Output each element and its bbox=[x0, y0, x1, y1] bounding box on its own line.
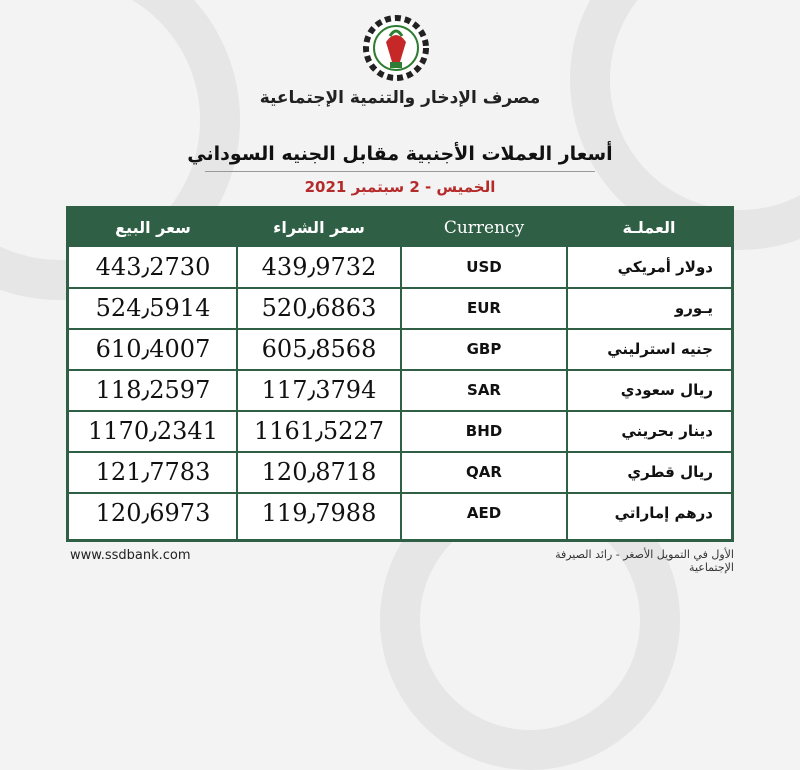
bank-name: مصرف الإدخار والتنمية الإجتماعية bbox=[259, 88, 541, 108]
row-divider bbox=[69, 451, 731, 453]
row-divider bbox=[69, 410, 731, 412]
currency-name: ريال سعودي bbox=[620, 381, 713, 399]
column-divider bbox=[566, 247, 568, 539]
website-link[interactable]: www.ssdbank.com bbox=[70, 548, 191, 563]
currency-code: SAR bbox=[467, 381, 501, 399]
bank-logo-icon bbox=[360, 12, 432, 86]
sell-price: 120٫6973 bbox=[95, 499, 211, 527]
buy-price: 117٫3794 bbox=[261, 376, 377, 404]
sell-price: 1170٫2341 bbox=[88, 417, 218, 445]
header-buy-price: سعر الشراء bbox=[273, 218, 365, 237]
currency-code: GBP bbox=[466, 340, 502, 358]
sell-price: 610٫4007 bbox=[95, 335, 211, 363]
currency-name: جنيه استرليني bbox=[607, 340, 713, 358]
row-divider bbox=[69, 492, 731, 494]
header-currency-code: Currency bbox=[443, 218, 525, 238]
currency-code: USD bbox=[466, 258, 502, 276]
row-divider bbox=[69, 328, 731, 330]
header-sell-price: سعر البيع bbox=[115, 218, 191, 237]
sell-price: 443٫2730 bbox=[95, 253, 211, 281]
row-divider bbox=[69, 369, 731, 371]
sell-price: 118٫2597 bbox=[95, 376, 211, 404]
header-currency-name: العملـة bbox=[622, 218, 676, 237]
currency-code: EUR bbox=[467, 299, 501, 317]
buy-price: 119٫7988 bbox=[261, 499, 377, 527]
exchange-rates-table bbox=[66, 206, 734, 542]
currency-name: يـورو bbox=[674, 299, 713, 317]
currency-code: AED bbox=[466, 504, 502, 522]
buy-price: 120٫8718 bbox=[261, 458, 377, 486]
column-divider bbox=[400, 247, 402, 539]
sell-price: 524٫5914 bbox=[95, 294, 211, 322]
row-divider bbox=[69, 287, 731, 289]
currency-name: درهم إماراتي bbox=[614, 504, 713, 522]
page-title: أسعار العملات الأجنبية مقابل الجنيه السوداني bbox=[187, 143, 613, 165]
currency-code: QAR bbox=[466, 463, 502, 481]
table-header-row bbox=[69, 209, 731, 247]
currency-name: دينار بحريني bbox=[621, 422, 713, 440]
buy-price: 605٫8568 bbox=[261, 335, 377, 363]
footer-slogan: الأول في التمويل الأصغر - رائد الصيرفة الإجتماعية bbox=[555, 548, 734, 574]
title-underline bbox=[205, 171, 595, 172]
currency-name: ريال قطري bbox=[627, 463, 713, 481]
buy-price: 520٫6863 bbox=[261, 294, 377, 322]
date-label: الخميس - 2 سبتمبر 2021 bbox=[304, 178, 496, 196]
currency-code: BHD bbox=[465, 422, 503, 440]
currency-name: دولار أمريكي bbox=[617, 258, 713, 276]
buy-price: 439٫9732 bbox=[261, 253, 377, 281]
buy-price: 1161٫5227 bbox=[254, 417, 384, 445]
column-divider bbox=[236, 247, 238, 539]
sell-price: 121٫7783 bbox=[95, 458, 211, 486]
